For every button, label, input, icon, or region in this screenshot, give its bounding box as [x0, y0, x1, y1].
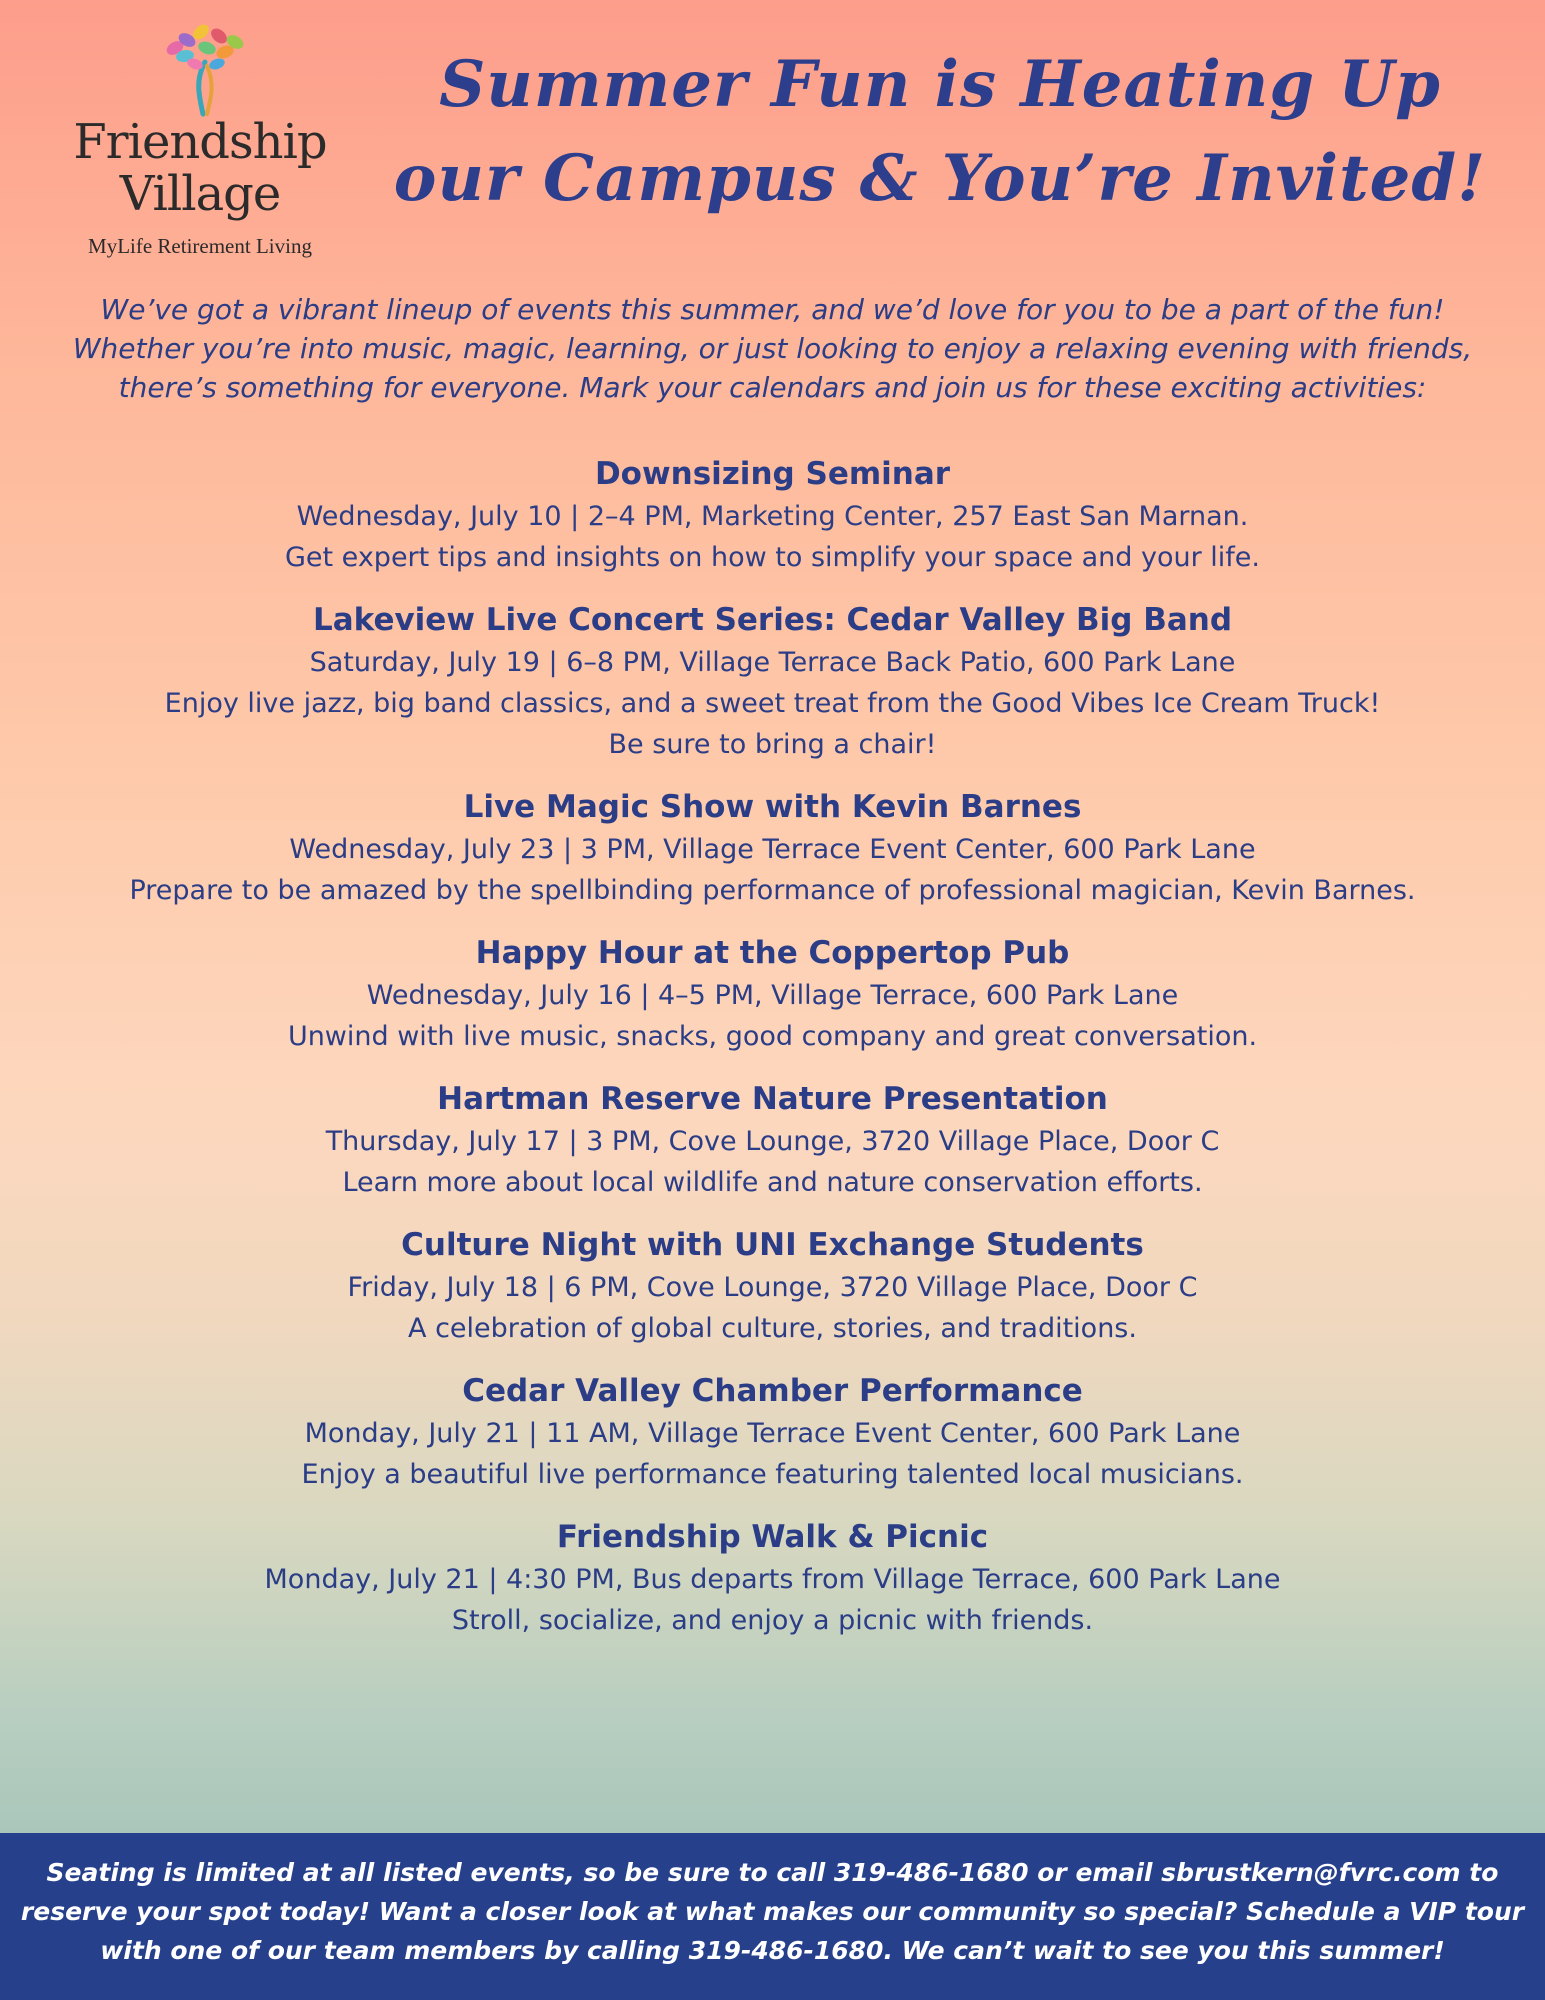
footer-banner	[0, 1833, 1545, 2000]
event-note: Be sure to bring a chair!	[608, 729, 937, 760]
logo-name: Friendship Village	[73, 114, 327, 222]
event-culture-night	[40, 1223, 1505, 1349]
footer-line-2: reserve your spot today! Want a closer look at what makes our community so special? Schedule a VIP tour	[20, 1897, 1525, 1926]
logo-tagline: MyLife Retirement Living	[88, 234, 312, 258]
event-description: A celebration of global culture, stories, and traditions.	[408, 1313, 1137, 1344]
event-title: Live Magic Show with Kevin Barnes	[463, 789, 1082, 825]
headline-line-1: Summer Fun is Heating Up	[439, 47, 1441, 122]
event-description: Prepare to be amazed by the spellbinding performance of professional magician, Kevin Barnes.	[129, 875, 1416, 906]
event-details: Wednesday, July 16 | 4–5 PM, Village Terrace, 600 Park Lane	[366, 980, 1179, 1011]
event-details: Thursday, July 17 | 3 PM, Cove Lounge, 3720 Village Place, Door C	[325, 1126, 1220, 1157]
headline	[360, 38, 1520, 226]
event-downsizing-seminar	[40, 452, 1505, 578]
footer-line-3: with one of our team members by calling 319-486-1680. We can’t wait to see you this summer!	[100, 1936, 1445, 1965]
headline-line-2: our Campus & You’re Invited!	[393, 141, 1487, 216]
event-happy-hour	[40, 931, 1505, 1057]
event-title: Downsizing Seminar	[594, 456, 951, 492]
event-title: Lakeview Live Concert Series: Cedar Valley Big Band	[312, 602, 1233, 638]
event-chamber-performance	[40, 1369, 1505, 1495]
event-live-magic-show	[40, 785, 1505, 911]
flower-tree-icon	[155, 18, 255, 118]
event-details: Saturday, July 19 | 6–8 PM, Village Terrace Back Patio, 600 Park Lane	[309, 647, 1236, 678]
event-hartman-reserve	[40, 1077, 1505, 1203]
event-details: Wednesday, July 10 | 2–4 PM, Marketing Center, 257 East San Marnan.	[296, 501, 1249, 532]
event-description: Get expert tips and insights on how to simplify your space and your life.	[284, 542, 1261, 573]
event-title: Happy Hour at the Coppertop Pub	[475, 935, 1070, 971]
event-description: Enjoy live jazz, big band classics, and a sweet treat from the Good Vibes Ice Cream Truck!	[164, 688, 1381, 719]
event-description: Enjoy a beautiful live performance featuring talented local musicians.	[301, 1459, 1244, 1490]
events-list	[40, 452, 1505, 1661]
event-details: Wednesday, July 23 | 3 PM, Village Terrace Event Center, 600 Park Lane	[289, 834, 1256, 865]
event-description: Learn more about local wildlife and nature conservation efforts.	[342, 1167, 1203, 1198]
event-details: Friday, July 18 | 6 PM, Cove Lounge, 3720 Village Place, Door C	[347, 1272, 1198, 1303]
event-title: Cedar Valley Chamber Performance	[462, 1373, 1083, 1409]
event-details: Monday, July 21 | 11 AM, Village Terrace Event Center, 600 Park Lane	[304, 1418, 1241, 1449]
friendship-village-logo	[60, 18, 340, 268]
intro-paragraph: We’ve got a vibrant lineup of events this summer, and we’d love for you to be a part of the fun! Whether you’re into music, magic, learning, or just looking to enjoy a relaxing evening with friends, there’s something for everyone. Mark your calendars and join us for these exciting activities:	[72, 293, 1473, 404]
event-details: Monday, July 21 | 4:30 PM, Bus departs from Village Terrace, 600 Park Lane	[264, 1564, 1281, 1595]
event-lakeview-live-concert	[40, 598, 1505, 765]
event-title: Friendship Walk & Picnic	[556, 1519, 989, 1555]
event-title: Hartman Reserve Nature Presentation	[437, 1081, 1108, 1117]
event-description: Unwind with live music, snacks, good company and great conversation.	[287, 1021, 1258, 1052]
footer-line-1: Seating is limited at all listed events, so be sure to call 319-486-1680 or email sbrustkern@fvrc.com to	[46, 1858, 1499, 1887]
event-friendship-walk	[40, 1515, 1505, 1641]
event-description: Stroll, socialize, and enjoy a picnic with friends.	[451, 1605, 1094, 1636]
event-title: Culture Night with UNI Exchange Students	[401, 1227, 1144, 1263]
